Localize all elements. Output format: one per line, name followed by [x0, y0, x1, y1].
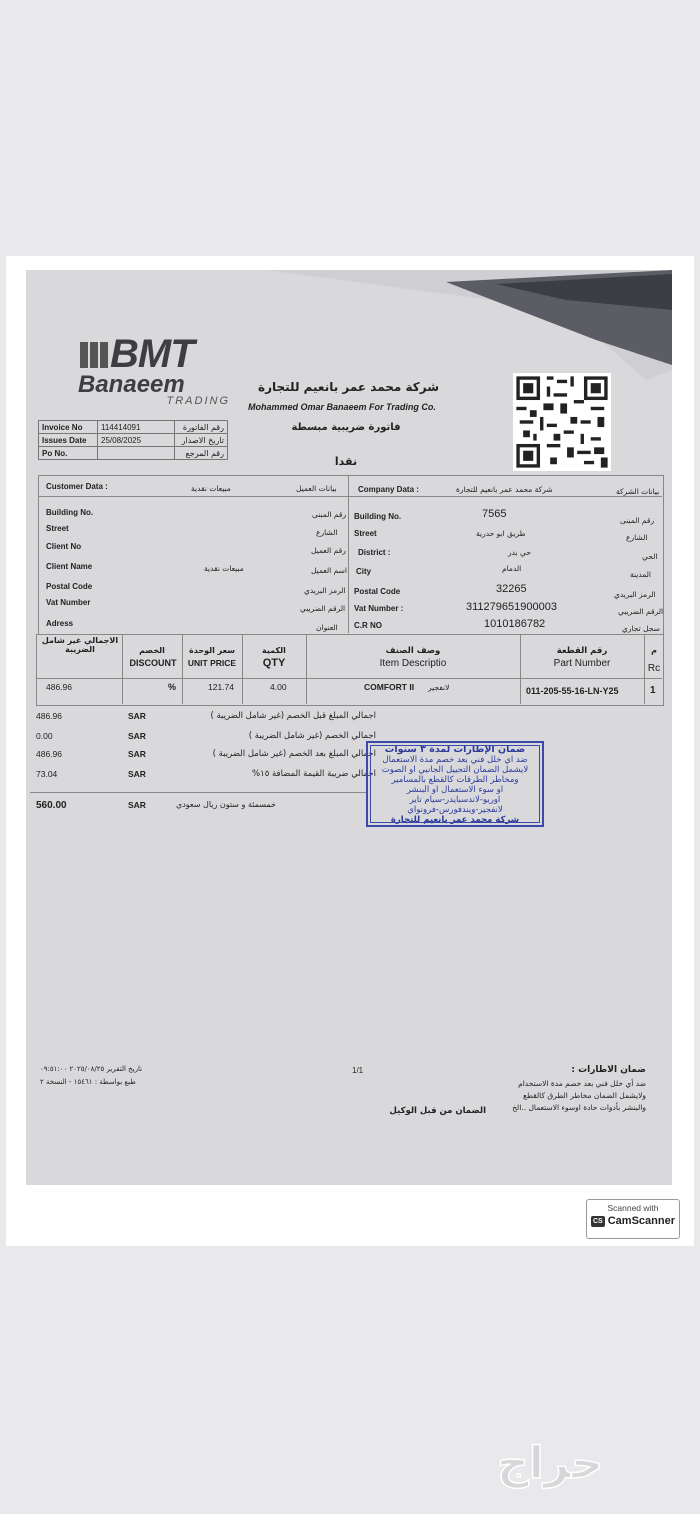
total-1-currency: SAR — [128, 711, 146, 721]
cust-postal-ar: الرمز البريدي — [304, 586, 346, 595]
comp-building-value: 7565 — [482, 508, 507, 520]
total-3-value: 486.96 — [36, 749, 62, 759]
item-discount: % — [168, 682, 177, 692]
comp-building-ar: رقم المبنى — [620, 516, 655, 525]
invoice-type: فاتورة ضريبية مبسطة — [291, 422, 401, 433]
item-total: 486.96 — [46, 682, 72, 692]
agent-warranty: الضمان من قبل الوكيل — [389, 1106, 486, 1116]
company-title: Company Data : — [358, 485, 419, 494]
cust-client-no-label: Client No — [46, 542, 82, 551]
issue-date-value: 25/08/2025 — [98, 434, 175, 447]
page-number: 1/1 — [352, 1066, 364, 1075]
party-header-line — [38, 496, 662, 497]
invoice-no-ar: رقم الفاتورة — [175, 421, 228, 434]
item-part: 011-205-55-16-LN-Y25 — [526, 686, 619, 696]
comp-vat-label: Vat Number : — [354, 604, 404, 613]
stamp-line-6: اوريو-لاندسبايدر-سيام تاير — [409, 795, 501, 805]
comp-city-ar: المدينة — [630, 570, 652, 579]
po-no-ar: رقم المرجع — [175, 447, 228, 460]
customer-title-ar: بيانات العميل — [296, 484, 337, 493]
comp-vat-value: 311279651900003 — [466, 601, 557, 613]
grand-total-line — [30, 792, 366, 793]
items-header-line — [36, 678, 662, 679]
col-part: Part Number — [553, 658, 611, 669]
comp-postal-ar: الرمز البريدي — [614, 590, 656, 599]
issue-date-label: Issues Date — [39, 434, 98, 447]
cust-address-label: Adress — [46, 619, 74, 628]
company-title-ar: بيانات الشركة — [616, 487, 660, 496]
warranty-title: ضمان الاطارات : — [571, 1065, 646, 1075]
col-desc: Item Descriptio — [379, 658, 447, 669]
invoice-paper — [26, 270, 672, 1185]
comp-city-label: City — [356, 567, 372, 576]
comp-district-value: حي بدر — [508, 548, 531, 557]
print-date: تاريخ التقرير ٢٠٢٥/٠٨/٢٥ ٠٩:٥١:٠٠ — [40, 1065, 143, 1073]
invoice-meta-table — [38, 420, 228, 460]
col-total-ar: الاجمالي غير شامل الضريبة — [41, 636, 119, 654]
total-4-label: اجمالي ضريبة القيمة المضافة ١٥% — [252, 769, 376, 779]
camscanner-badge — [586, 1199, 680, 1239]
scanned-with: Scanned with — [607, 1203, 659, 1213]
camscanner-brand: CamScanner — [607, 1215, 675, 1227]
comp-cr-label: C.R NO — [354, 621, 382, 630]
header-swoosh — [266, 270, 672, 380]
col-unit-price-ar: سعر الوحدة — [188, 646, 235, 655]
payment-method: نقدا — [334, 455, 358, 468]
comp-postal-value: 32265 — [496, 583, 527, 595]
stamp-line-4: ومخاطر الطرقات كالقطع بالمسامير — [391, 775, 519, 785]
camscanner-icon: CS — [593, 1217, 603, 1225]
comp-cr-ar: سجل تجاري — [622, 624, 660, 633]
table-row — [36, 680, 662, 704]
issue-date-ar: تاريخ الاصدار — [175, 434, 228, 447]
stamp-line-7: لانفجير-ويندفورس-فرونواي — [407, 805, 503, 815]
logo — [78, 332, 238, 412]
comp-cr-value: 1010186782 — [484, 618, 546, 630]
company-data-name-ar: شركة محمد عمر بانعيم للتجارة — [456, 485, 553, 494]
company-name-en: Mohammed Omar Banaeem For Trading Co. — [248, 402, 436, 412]
comp-vat-ar: الرقم الضريبي — [618, 607, 664, 616]
item-desc: COMFORT II — [364, 682, 415, 692]
stamp-line-1: ضمان الإطارات لمدة ٣ سنوات — [384, 744, 526, 755]
comp-city-value: الدمام — [502, 564, 522, 573]
grand-total-currency: SAR — [128, 800, 146, 810]
party-divider — [348, 475, 349, 633]
logo-banaeem: Banaeem — [78, 371, 185, 398]
warranty-line-2: ولايشمل الضمان مخاطر الطرق كالقطع — [522, 1091, 646, 1100]
invoice-no-label: Invoice No — [39, 421, 98, 434]
grand-total-words: خمسمئة و ستون ريال سعودي — [175, 800, 276, 809]
item-desc-ar: لانفجير — [428, 683, 450, 692]
qr-code — [513, 373, 611, 471]
total-2-label: اجمالي الخصم (غير شامل الضريبة ) — [248, 731, 376, 741]
stamp-line-3: لايشمل الضمان التجييل الجانبي او الصوت — [381, 765, 529, 775]
cust-client-no-ar: رقم العميل — [311, 546, 346, 555]
logo-trading: TRADING — [166, 395, 230, 407]
cust-postal-label: Postal Code — [46, 582, 93, 591]
col-discount: DISCOUNT — [129, 658, 177, 668]
cust-vat-label: Vat Number — [46, 598, 91, 607]
item-qty: 4.00 — [270, 682, 287, 692]
col-part-ar: رقم القطعة — [556, 646, 608, 656]
item-rc: 1 — [650, 685, 656, 696]
comp-street-ar: الشارع — [626, 533, 648, 542]
company-name-ar: شركة محمد عمر بانعيم للتجارة — [258, 380, 440, 394]
po-no-label: Po No. — [39, 447, 98, 460]
col-unit-price: UNIT PRICE — [187, 658, 237, 668]
comp-street-value: طريق ابو حدرية — [476, 529, 526, 538]
col-qty: QTY — [262, 657, 286, 669]
warranty-line-1: ضد أي خلل فني بعد خصم مدة الاستخدام — [518, 1079, 646, 1088]
warranty-line-3: والبنشر بأدوات حادة اوسوء الاستعمال ..الخ — [512, 1103, 646, 1112]
col-rc-ar: م — [651, 646, 657, 655]
comp-street-label: Street — [354, 529, 377, 538]
stamp-line-5: او سوء الاستعمال او البنشر — [406, 785, 504, 795]
customer-title: Customer Data : — [46, 482, 108, 491]
total-4-value: 73.04 — [36, 769, 58, 779]
comp-building-label: Building No. — [354, 512, 402, 521]
haraj-watermark: حراج — [497, 1438, 603, 1489]
total-2-value: 0.00 — [36, 731, 53, 741]
col-rc: Rc — [647, 663, 661, 674]
cust-vat-ar: الرقم الضريبي — [300, 604, 346, 613]
cust-client-name-ar: اسم العميل — [311, 566, 348, 575]
total-2-currency: SAR — [128, 731, 146, 741]
comp-postal-label: Postal Code — [354, 587, 401, 596]
col-desc-ar: وصف الصنف — [385, 646, 441, 656]
cust-client-name-value: مبيعات نقدية — [204, 564, 244, 573]
tire-tread-icon — [78, 338, 110, 372]
comp-district-ar: الحي — [642, 552, 658, 561]
cust-building-ar: رقم المبنى — [312, 510, 347, 519]
warranty-stamp — [366, 741, 544, 827]
cust-building-label: Building No. — [46, 508, 94, 517]
grand-total-value: 560.00 — [36, 800, 67, 811]
cust-address-ar: العنوان — [316, 623, 338, 632]
printed-by: طبع بواسطة : ١٥٤٦١ - النسخة ٢ — [40, 1078, 136, 1086]
invoice-no-value: 114414091 — [98, 421, 175, 434]
total-3-label: اجمالي المبلغ بعد الخصم (غير شامل الضريبة ) — [212, 749, 376, 759]
cust-street-ar: الشارع — [316, 528, 338, 537]
item-unit-price: 121.74 — [208, 682, 234, 692]
cust-street-label: Street — [46, 524, 69, 533]
logo-bmt: BMT — [110, 332, 194, 376]
total-3-currency: SAR — [128, 749, 146, 759]
comp-district-label: District : — [358, 548, 391, 557]
cust-client-name-label: Client Name — [46, 562, 93, 571]
customer-name-ar: مبيعات نقدية — [191, 484, 231, 493]
col-discount-ar: الخصم — [139, 646, 165, 655]
total-4-currency: SAR — [128, 769, 146, 779]
col-qty-ar: الكمية — [262, 646, 286, 655]
party-block — [38, 475, 664, 635]
total-1-value: 486.96 — [36, 711, 62, 721]
stamp-line-2: ضد اي خلل فني بعد خصم مدة الاستعمال — [382, 755, 528, 765]
total-1-label: اجمالي المبلغ قبل الخصم (غير شامل الضريبة ) — [210, 711, 376, 721]
po-no-value — [98, 447, 175, 460]
stamp-line-8: شركة محمد عمر بانعيم للتجارة — [390, 815, 520, 825]
